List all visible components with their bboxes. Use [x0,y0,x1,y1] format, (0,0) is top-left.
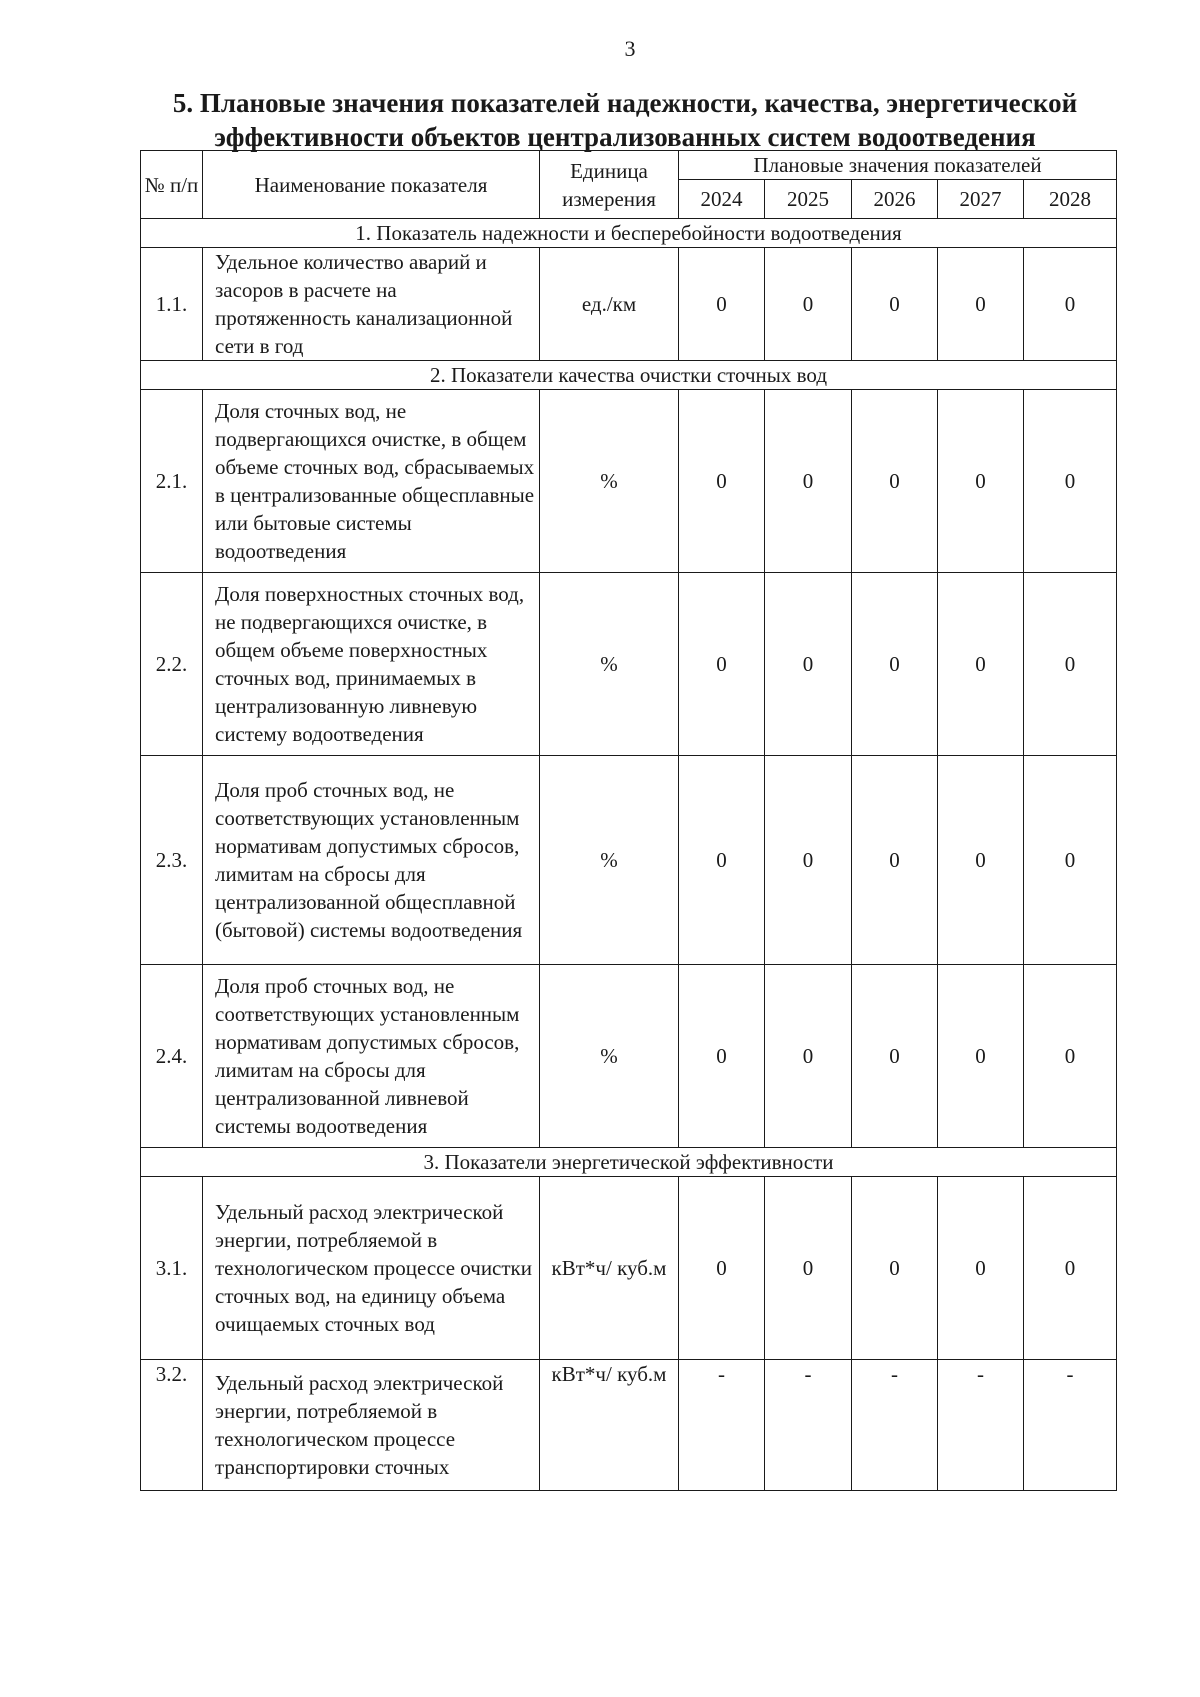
row-name: Удельное количество аварий и засоров в расчете на протяженность канализационной сети в год [203,248,540,361]
row-value: 0 [938,756,1024,965]
header-plan: Плановые значения показателей [679,151,1117,180]
row-value: 0 [938,390,1024,573]
row-value: 0 [852,248,938,361]
table-row [141,1177,1117,1360]
row-value: - [679,1360,765,1491]
table-row [141,390,1117,573]
table-row [141,756,1117,965]
section-title: 3. Показатели энергетической эффективности [141,1148,1117,1177]
row-value: 0 [765,390,852,573]
table-row [141,573,1117,756]
row-value: 0 [679,1177,765,1360]
row-value: 0 [765,965,852,1148]
row-value: - [1024,1360,1117,1491]
row-name: Удельный расход электрической энергии, потребляемой в технологическом процессе очистки сточных вод, на единицу объема очищаемых сточных вод [203,1177,540,1360]
row-value: 0 [938,248,1024,361]
row-value: 0 [1024,965,1117,1148]
row-value: - [852,1360,938,1491]
row-value: 0 [852,965,938,1148]
row-value: 0 [938,573,1024,756]
title-line-1: 5. Плановые значения показателей надежности, качества, энергетической [172,88,1078,118]
row-name: Доля сточных вод, не подвергающихся очистке, в общем объеме сточных вод, сбрасываемых в централизованные общесплавные или бытовые системы водоотведения [203,390,540,573]
row-value: 0 [852,756,938,965]
header-unit: Единица измерения [540,151,679,219]
row-number: 2.4. [141,965,203,1148]
row-value: 0 [679,248,765,361]
row-value: 0 [679,573,765,756]
header-year: 2027 [938,180,1024,219]
row-value: 0 [938,965,1024,1148]
header-year: 2024 [679,180,765,219]
row-unit: % [540,756,679,965]
table-body [141,219,1117,1491]
table-row [141,1360,1117,1491]
table-row [141,965,1117,1148]
row-value: 0 [852,390,938,573]
header-year: 2026 [852,180,938,219]
section-header [141,219,1117,248]
row-value: 0 [679,756,765,965]
section-title: 1. Показатель надежности и бесперебойности водоотведения [141,219,1117,248]
row-name: Доля проб сточных вод, не соответствующих установленным нормативам допустимых сбросов, лимитам на сбросы для централизованной общесплавной (бытовой) системы водоотведения [203,756,540,965]
header-num: № п/п [141,151,203,219]
row-value: - [765,1360,852,1491]
row-unit: кВт*ч/ куб.м [540,1177,679,1360]
row-value: 0 [1024,390,1117,573]
document-title [140,86,1110,154]
row-number: 2.1. [141,390,203,573]
section-header [141,1148,1117,1177]
table-row [141,248,1117,361]
row-value: 0 [679,390,765,573]
header-year: 2028 [1024,180,1117,219]
row-unit: % [540,390,679,573]
row-value: 0 [1024,1177,1117,1360]
page-number: 3 [624,36,636,61]
row-value: 0 [1024,573,1117,756]
title-line-2: эффективности объектов централизованных систем водоотведения [214,122,1036,152]
row-number: 1.1. [141,248,203,361]
row-name: Доля поверхностных сточных вод, не подвергающихся очистке, в общем объеме поверхностных сточных вод, принимаемых в централизованную ливневую систему водоотведения [203,573,540,756]
header-year: 2025 [765,180,852,219]
row-value: 0 [679,965,765,1148]
indicators-table [140,150,1117,1491]
row-unit: % [540,965,679,1148]
row-value: - [938,1360,1024,1491]
row-number: 3.2. [141,1360,203,1491]
header-name: Наименование показателя [203,151,540,219]
row-unit: ед./км [540,248,679,361]
section-title: 2. Показатели качества очистки сточных вод [141,361,1117,390]
row-unit: кВт*ч/ куб.м [540,1360,679,1491]
row-name: Доля проб сточных вод, не соответствующих установленным нормативам допустимых сбросов, лимитам на сбросы для централизованной ливневой системы водоотведения [203,965,540,1148]
row-number: 2.2. [141,573,203,756]
row-number: 2.3. [141,756,203,965]
row-value: 0 [1024,756,1117,965]
row-value: 0 [765,1177,852,1360]
row-value: 0 [852,573,938,756]
section-header [141,361,1117,390]
row-name: Удельный расход электрической энергии, потребляемой в технологическом процессе транспортировки сточных [203,1360,540,1491]
row-value: 0 [765,248,852,361]
row-value: 0 [852,1177,938,1360]
row-value: 0 [765,573,852,756]
row-value: 0 [1024,248,1117,361]
row-value: 0 [938,1177,1024,1360]
row-unit: % [540,573,679,756]
row-value: 0 [765,756,852,965]
row-number: 3.1. [141,1177,203,1360]
